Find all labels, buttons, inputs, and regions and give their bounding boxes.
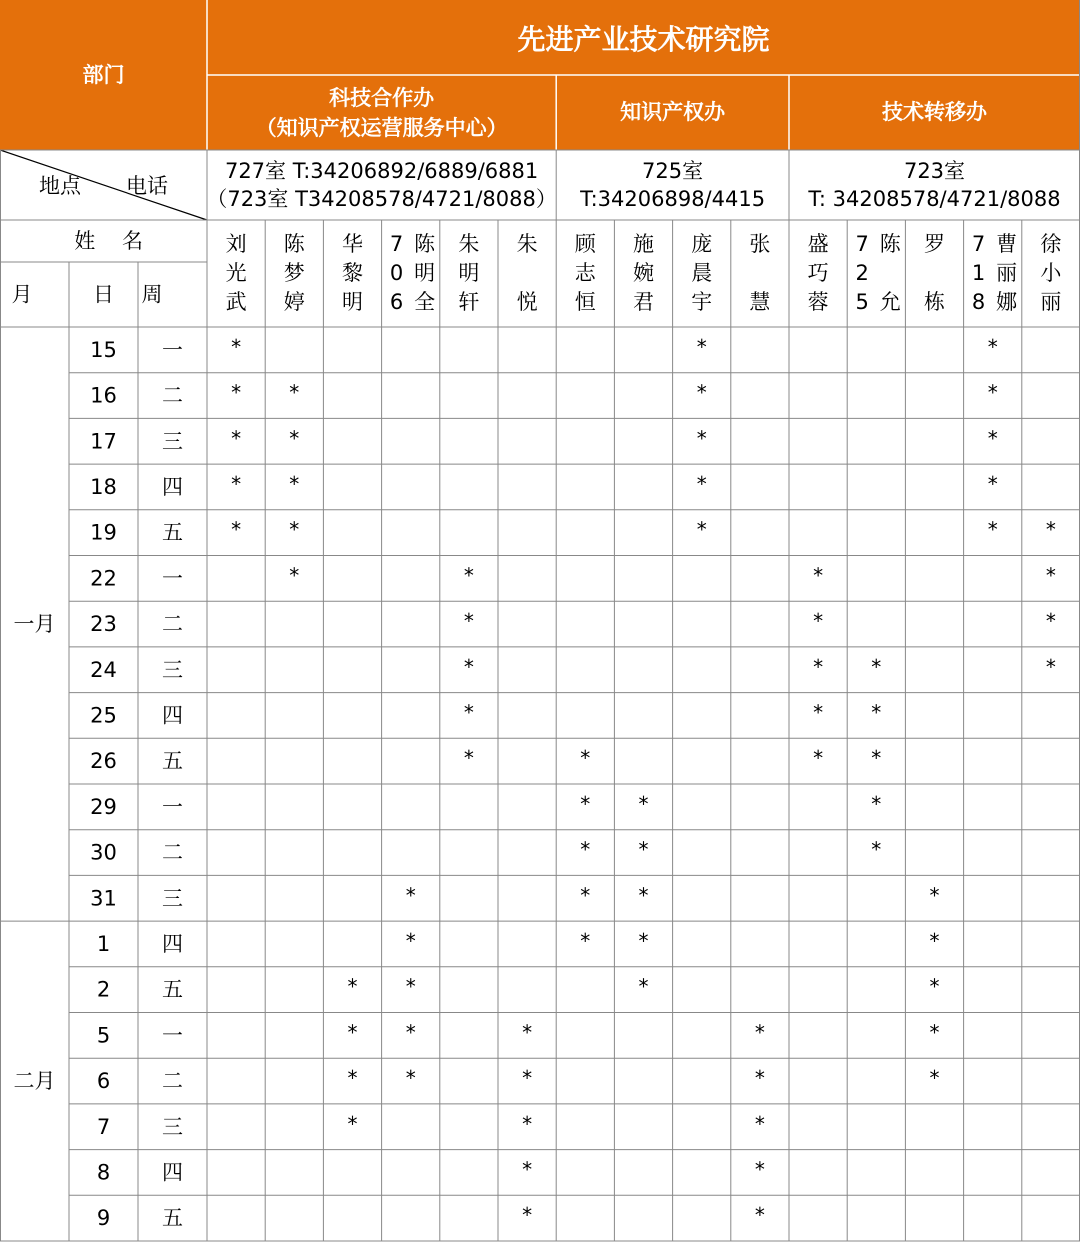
row-day: 25 [90,703,117,728]
row-weekday: 三 [162,429,183,454]
person-name-char: 允 [879,290,901,314]
row-day: 9 [96,1206,111,1231]
row-weekday: 五 [162,520,183,545]
row-day: 17 [90,429,117,454]
corner-diagonal [0,150,207,220]
duty-mark: * [638,791,649,816]
person-name-char: 朱 [516,232,538,256]
duty-mark: * [405,883,416,908]
person-room-digit: 7 [855,232,869,256]
row-weekday: 二 [162,612,183,637]
row-day: 1 [96,931,111,956]
duty-mark: * [754,1203,765,1228]
corner-phone-label: 电话 [126,174,168,198]
person-name-char: 曹 [996,232,1018,256]
row-weekday: 一 [162,1023,183,1048]
person-name-char: 徐 [1040,232,1062,256]
col-week-label: 周 [141,282,163,307]
duty-mark: * [929,928,940,953]
duty-mark: * [1045,654,1056,679]
person-name-char: 梦 [283,261,305,285]
person-name-char: 志 [574,261,596,285]
person-name-char: 栋 [924,290,945,314]
person-name-char: 朱 [458,232,480,256]
person-name-char: 庞 [691,232,713,256]
duty-mark: * [987,426,998,451]
row-weekday: 四 [162,474,183,499]
person-name-char: 丽 [1040,290,1062,314]
person-name-char: 全 [414,290,436,314]
office-contact-sub-1: T:34206898/4415 [580,187,766,211]
duty-mark: * [580,928,591,953]
duty-mark: * [813,700,824,725]
duty-mark: * [231,471,242,496]
person-name-char: 张 [749,232,771,256]
duty-mark: * [813,609,824,634]
row-day: 19 [90,520,117,545]
row-day: 23 [90,612,117,637]
duty-mark: * [463,746,474,771]
person-name-char: 罗 [924,232,945,256]
row-weekday: 四 [162,1160,183,1185]
duty-mark: * [929,883,940,908]
person-name-char: 轩 [458,290,480,314]
row-weekday: 五 [162,1206,183,1231]
duty-mark: * [289,563,300,588]
duty-mark: * [871,746,882,771]
duty-mark: * [522,1111,533,1136]
person-room-digit: 0 [389,261,404,285]
duty-mark: * [754,1020,765,1045]
person-room-digit: 8 [971,290,986,314]
person-name-char: 黎 [342,261,363,285]
office-contact-0: 727室 T:34206892/6889/6881 [224,159,539,183]
office-contact-sub-0: （723室 T34208578/4721/8088） [206,187,557,211]
person-room-digit: 1 [971,261,986,285]
person-name-char: 明 [458,261,480,285]
duty-mark: * [522,1157,533,1182]
person-name-char: 蓉 [807,290,829,314]
person-name-char: 盛 [807,232,829,256]
duty-mark: * [696,380,707,405]
duty-mark: * [871,837,882,862]
row-day: 5 [96,1023,111,1048]
person-name-char: 恒 [574,290,596,314]
duty-mark: * [463,563,474,588]
duty-mark: * [347,1020,358,1045]
duty-mark: * [231,426,242,451]
person-room-digit: 7 [389,232,404,256]
duty-mark: * [289,517,300,542]
person-name-char: 顾 [574,232,596,256]
row-day: 31 [90,886,117,911]
duty-mark: * [987,517,998,542]
duty-mark: * [754,1111,765,1136]
col-day-label: 日 [93,282,114,307]
institute-title: 先进产业技术研究院 [517,23,770,56]
duty-mark: * [638,837,649,862]
row-day: 26 [90,749,117,774]
office-name-0: 科技合作办 [329,86,435,110]
duty-mark: * [289,471,300,496]
duty-mark: * [696,334,707,359]
person-name-char: 婉 [633,261,654,285]
office-contact-2: 723室 [903,159,966,183]
person-room-digit: 7 [971,232,986,256]
office-name-1: 知识产权办 [620,100,726,124]
duty-mark: * [522,1020,533,1045]
row-weekday: 一 [162,337,183,362]
duty-mark: * [813,746,824,771]
person-name-char: 婷 [283,290,305,314]
office-name-sub-0: （知识产权运营服务中心） [255,116,508,140]
duty-mark: * [871,700,882,725]
dept-label: 部门 [82,63,125,87]
corner-location-label: 地点 [39,174,81,198]
row-day: 18 [90,474,117,499]
duty-mark: * [405,974,416,999]
duty-mark: * [696,426,707,451]
row-weekday: 三 [162,1114,183,1139]
col-month-label: 月 [11,282,33,307]
person-name-char: 刘 [225,232,247,256]
duty-mark: * [813,654,824,679]
duty-mark: * [638,883,649,908]
duty-mark: * [580,791,591,816]
duty-mark: * [289,426,300,451]
month-label-0: 一月 [13,612,56,637]
row-day: 24 [90,657,117,682]
duty-mark: * [929,1020,940,1045]
row-day: 6 [96,1069,111,1094]
duty-mark: * [463,654,474,679]
duty-mark: * [1045,609,1056,634]
duty-mark: * [347,1066,358,1091]
person-room-digit: 2 [855,261,869,285]
duty-mark: * [347,1111,358,1136]
duty-mark: * [463,609,474,634]
row-weekday: 二 [162,840,183,865]
duty-mark: * [1045,517,1056,542]
duty-mark: * [522,1066,533,1091]
duty-mark: * [289,380,300,405]
duty-mark: * [754,1066,765,1091]
row-day: 8 [96,1160,111,1185]
duty-mark: * [231,380,242,405]
duty-mark: * [1045,563,1056,588]
row-weekday: 四 [162,931,183,956]
office-name-2: 技术转移办 [882,100,987,124]
row-weekday: 一 [162,794,183,819]
row-day: 7 [96,1114,111,1139]
person-name-char: 宇 [691,290,713,314]
person-name-char: 武 [225,290,247,314]
duty-mark: * [405,1066,416,1091]
duty-mark: * [638,928,649,953]
duty-mark: * [929,974,940,999]
person-name-char: 君 [633,290,654,314]
row-day: 15 [90,337,117,362]
person-name-char: 陈 [414,232,436,256]
person-name-char: 娜 [996,290,1018,314]
row-weekday: 四 [162,703,183,728]
person-name-char: 慧 [749,290,771,314]
duty-mark: * [580,746,591,771]
row-day: 2 [96,977,111,1002]
duty-mark: * [987,471,998,496]
person-name-char: 丽 [996,261,1018,285]
row-day: 30 [90,840,117,865]
row-weekday: 二 [162,1069,183,1094]
duty-mark: * [871,791,882,816]
duty-mark: * [405,928,416,953]
name-header: 姓 名 [74,229,144,253]
duty-mark: * [638,974,649,999]
duty-mark: * [231,517,242,542]
row-weekday: 二 [162,383,183,408]
row-weekday: 三 [162,886,183,911]
person-name-char: 晨 [691,261,713,285]
duty-mark: * [696,517,707,542]
duty-mark: * [987,334,998,359]
person-name-char: 华 [342,232,363,256]
row-weekday: 五 [162,977,183,1002]
duty-mark: * [696,471,707,496]
row-day: 16 [90,383,117,408]
office-contact-sub-2: T: 34208578/4721/8088 [808,187,1061,211]
duty-mark: * [813,563,824,588]
duty-mark: * [231,334,242,359]
person-room-digit: 6 [389,290,404,314]
person-name-char: 巧 [807,261,829,285]
person-name-char: 悦 [516,290,538,314]
duty-mark: * [754,1157,765,1182]
duty-mark: * [580,837,591,862]
person-name-char: 光 [225,261,247,285]
person-name-char: 明 [414,261,436,285]
duty-mark: * [987,380,998,405]
row-weekday: 三 [162,657,183,682]
office-contact-1: 725室 [642,159,704,183]
duty-mark: * [580,883,591,908]
duty-mark: * [522,1203,533,1228]
duty-mark: * [871,654,882,679]
row-day: 29 [90,794,117,819]
duty-mark: * [347,974,358,999]
person-name-char: 小 [1040,261,1062,285]
duty-mark: * [463,700,474,725]
person-name-char: 陈 [283,232,305,256]
month-label-1: 二月 [13,1069,56,1094]
row-day: 22 [90,566,117,591]
row-weekday: 一 [162,566,183,591]
duty-mark: * [929,1066,940,1091]
duty-mark: * [405,1020,416,1045]
person-name-char: 陈 [879,232,901,256]
row-weekday: 五 [162,749,183,774]
person-room-digit: 5 [855,290,869,314]
person-name-char: 明 [342,290,363,314]
person-name-char: 施 [633,232,654,256]
